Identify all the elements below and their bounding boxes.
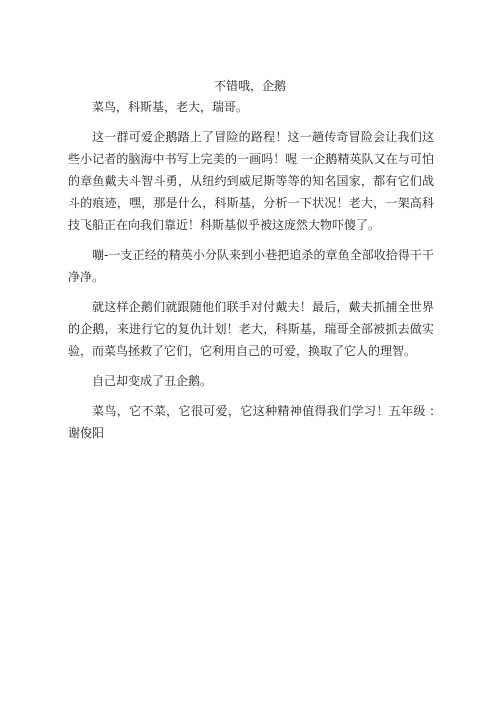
paragraph-4: 就这样企鹅们就跟随他们联手对付戴夫！最后，戴夫抓捕全世界 的企鹅，来进行它的复仇计划！老大，科斯基，瑞哥全部被抓去做实 验，而菜鸟拯救了它们，它利用自己的可爱，换取了它人的理智。 bbox=[68, 300, 434, 358]
paragraph-2: 这一群可爱企鹅踏上了冒险的路程！这一趟传奇冒险会让我们这 些小记者的脑海中书写上完美的一画吗！喔 一企鹅精英队又在与可怕 的章鱼戴夫斗智斗勇，从纽约到威尼斯等等的知名国家，都有它们战 斗的痕迹，嘿，那是什么，科斯基，分析一下状况！老大，一架高科 技飞船正在向我们靠近！科斯基似乎被这庞然大物吓傻了。 bbox=[68, 130, 434, 232]
paragraph-6: 菜鸟，它不菜，它很可爱，它这种精神值得我们学习！五年级 :谢俊阳 bbox=[68, 404, 434, 440]
paragraph-1: 菜鸟，科斯基，老大，瑞哥。 bbox=[92, 100, 249, 114]
paragraph-3: 嘣-一支正经的精英小分队来到小巷把追杀的章鱼全部收拾得干干净净。 bbox=[68, 248, 434, 284]
document-body bbox=[68, 96, 434, 452]
document-title: 不错哦，企鹅 bbox=[213, 79, 286, 93]
paragraph-5: 自己却变成了丑企鹅。 bbox=[92, 374, 213, 388]
